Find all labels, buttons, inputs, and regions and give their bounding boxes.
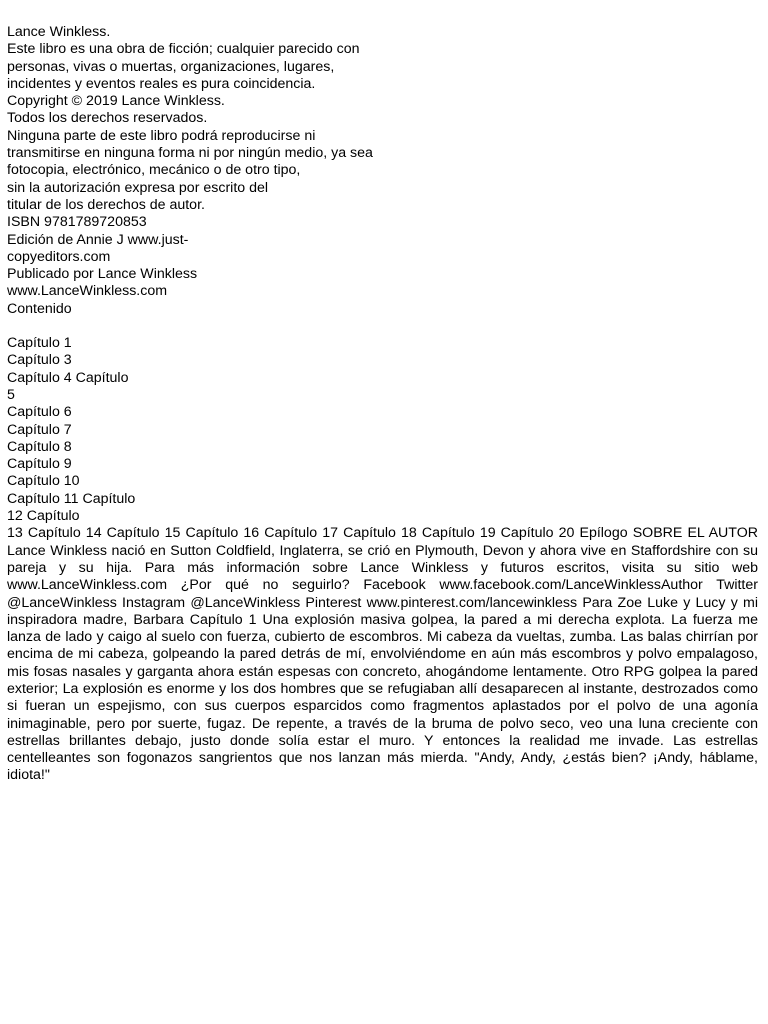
- toc-entry: Capítulo 10: [7, 473, 80, 490]
- toc-entry: 5: [7, 386, 15, 403]
- body-paragraph: 13 Capítulo 14 Capítulo 15 Capítulo 16 Capítulo 17 Capítulo 18 Capítulo 19 Capítulo 20 Epílogo SOBRE EL AUTOR Lance Winkless nació en Sutton Coldfield, Inglaterra, se crió en Plymouth, Devon y ahora vive en Staffordshire con su pareja y su hija. Para más información sobre Lance Winkless y futuros escritos, visita su sitio web www.LanceWinkless.com ¿Por qué no seguirlo? Facebook www.facebook.com/LanceWinklessAuthor Twitter @LanceWinkless Instagram @LanceWinkless Pinterest www.pinterest.com/lancewinkless Para Zoe Luke y Lucy y mi inspiradora madre, Barbara Capítulo 1 Una explosión masiva golpea, la pared a mi derecha explota. La fuerza me lanza de lado y caigo al suelo con fuerza, cubierto de escombros. Mi cabeza da vueltas, zumba. Las balas chirrían por encima de mi cabeza, golpeando la pared detrás de mí, envolviéndome en aún más escombros y polvo empalagoso, mis fosas nasales y garganta ahora están espesas con concreto, ahogándome lentamente. Otro RPG golpea la pared exterior; La explosión es enorme y los dos hombres que se refugiaban allí desaparecen al instante, destrozados como si fueran un espejismo, con sus cuerpos esparcidos como fragmentos aplastados por el polvo de una agonía inimaginable, pero por suerte, fugaz. De repente, a través de la bruma de polvo seco, veo una luna creciente con estrellas brillantes debajo, justo donde solía estar el muro. Y entonces la realidad me invade. Las estrellas centelleantes son fogonazos sangrientos que nos lanzan más mierda. "Andy, Andy, ¿estás bien? ¡Andy, háblame, idiota!": [7, 525, 758, 784]
- editor-line: copyeditors.com: [7, 248, 111, 265]
- disclaimer-line: incidentes y eventos reales es pura coincidencia.: [7, 75, 316, 92]
- toc-entry: Capítulo 11 Capítulo: [7, 490, 136, 507]
- rights-line: fotocopia, electrónico, mecánico o de otro tipo,: [7, 162, 301, 179]
- rights-line: sin la autorización expresa por escrito del: [7, 179, 269, 196]
- toc-entry: Capítulo 8: [7, 438, 72, 455]
- table-of-contents: [7, 335, 762, 525]
- rights-line: Todos los derechos reservados.: [7, 110, 208, 127]
- rights-line: titular de los derechos de autor.: [7, 196, 205, 213]
- section-gap: [7, 318, 762, 335]
- rights-line: transmitirse en ninguna forma ni por ningún medio, ya sea: [7, 145, 373, 162]
- author-line: Lance Winkless.: [7, 24, 111, 40]
- toc-entry: Capítulo 4 Capítulo: [7, 369, 129, 386]
- rights-line: Ninguna parte de este libro podrá reproducirse ni: [7, 127, 316, 144]
- toc-entry: Capítulo 7: [7, 421, 72, 438]
- toc-entry: Capítulo 6: [7, 404, 72, 421]
- contents-heading: Contenido: [7, 300, 72, 317]
- website-line: www.LanceWinkless.com: [7, 283, 168, 300]
- toc-entry: Capítulo 9: [7, 456, 72, 473]
- publisher-line: Publicado por Lance Winkless: [7, 266, 198, 283]
- disclaimer-line: personas, vivas o muertas, organizaciones, lugares,: [7, 58, 335, 75]
- disclaimer-line: Este libro es una obra de ficción; cualquier parecido con: [7, 41, 360, 58]
- editor-line: Edición de Annie J www.just-: [7, 231, 189, 248]
- front-matter: [7, 24, 762, 318]
- toc-entry: Capítulo 1: [7, 335, 72, 352]
- toc-entry: 12 Capítulo: [7, 508, 80, 525]
- isbn-line: ISBN 9781789720853: [7, 214, 147, 231]
- copyright-line: Copyright © 2019 Lance Winkless.: [7, 93, 225, 110]
- toc-entry: Capítulo 3: [7, 352, 72, 369]
